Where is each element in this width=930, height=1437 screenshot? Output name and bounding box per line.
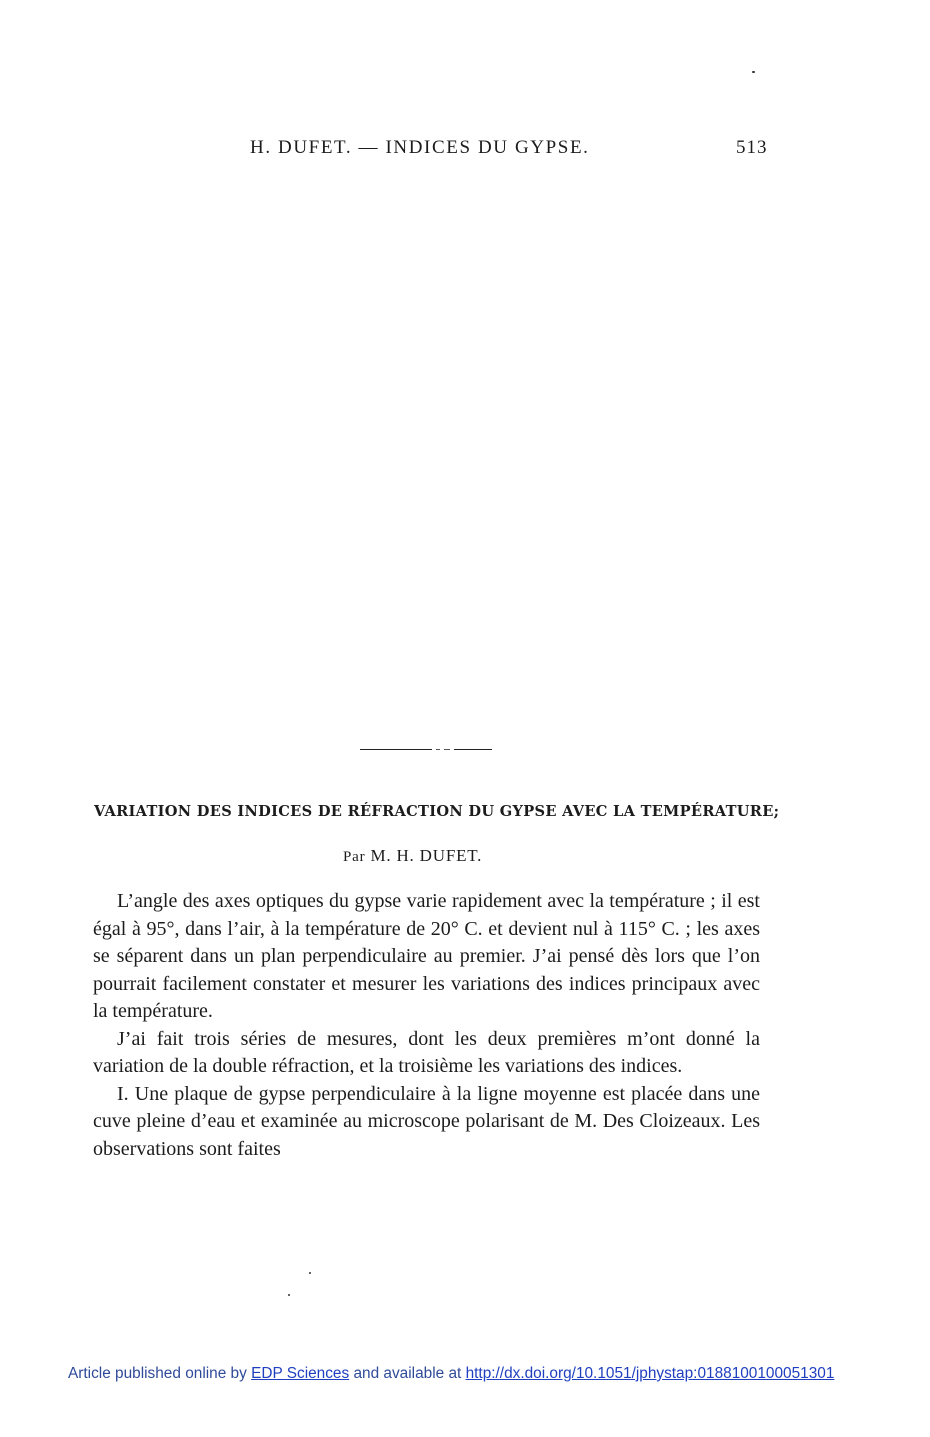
paragraph: J’ai fait trois séries de mesures, dont les deux premières m’ont donné la variation de la double réfraction, et la troisième les variations des indices. <box>93 1027 760 1077</box>
footer-middle: and available at <box>353 1365 462 1382</box>
publisher-link[interactable]: EDP Sciences <box>251 1365 350 1382</box>
paragraph: L’angle des axes optiques du gypse varie rapidement avec la température ; il est égal à 95°, dans l’air, à la température de 20° C. et devient nul à 115° C. ; les axes se séparent dans un plan perpendiculaire au premier. J’ai pensé dès lors que l’on pourrait facilement constater et mesurer les variations des indices principaux avec la température. <box>93 890 760 1022</box>
doi-link[interactable]: http://dx.doi.org/10.1051/jphystap:0188100100051301 <box>465 1365 835 1382</box>
scan-speck <box>309 1272 311 1274</box>
scan-speck <box>752 71 755 73</box>
section-separator <box>360 749 492 751</box>
footer-prefix: Article published online by <box>68 1365 247 1382</box>
byline-prefix: Par <box>343 849 366 865</box>
paragraph: I. Une plaque de gypse perpendiculaire à la ligne moyenne est placée dans une cuve pleine d’eau et examinée au microscope polarisant de M. Des Cloizeaux. Les observations sont faites <box>93 1082 760 1160</box>
article-title: VARIATION DES INDICES DE RÉFRACTION DU GYPSE AVEC LA TEMPÉRATURE; <box>94 803 780 820</box>
page-number: 513 <box>736 137 768 158</box>
publication-footer <box>68 1365 834 1383</box>
article-body <box>93 888 760 1163</box>
byline-author: M. H. DUFET. <box>370 846 483 865</box>
scan-speck <box>288 1294 290 1296</box>
running-head: H. DUFET. — INDICES DU GYPSE. <box>250 137 590 158</box>
byline <box>343 846 482 866</box>
